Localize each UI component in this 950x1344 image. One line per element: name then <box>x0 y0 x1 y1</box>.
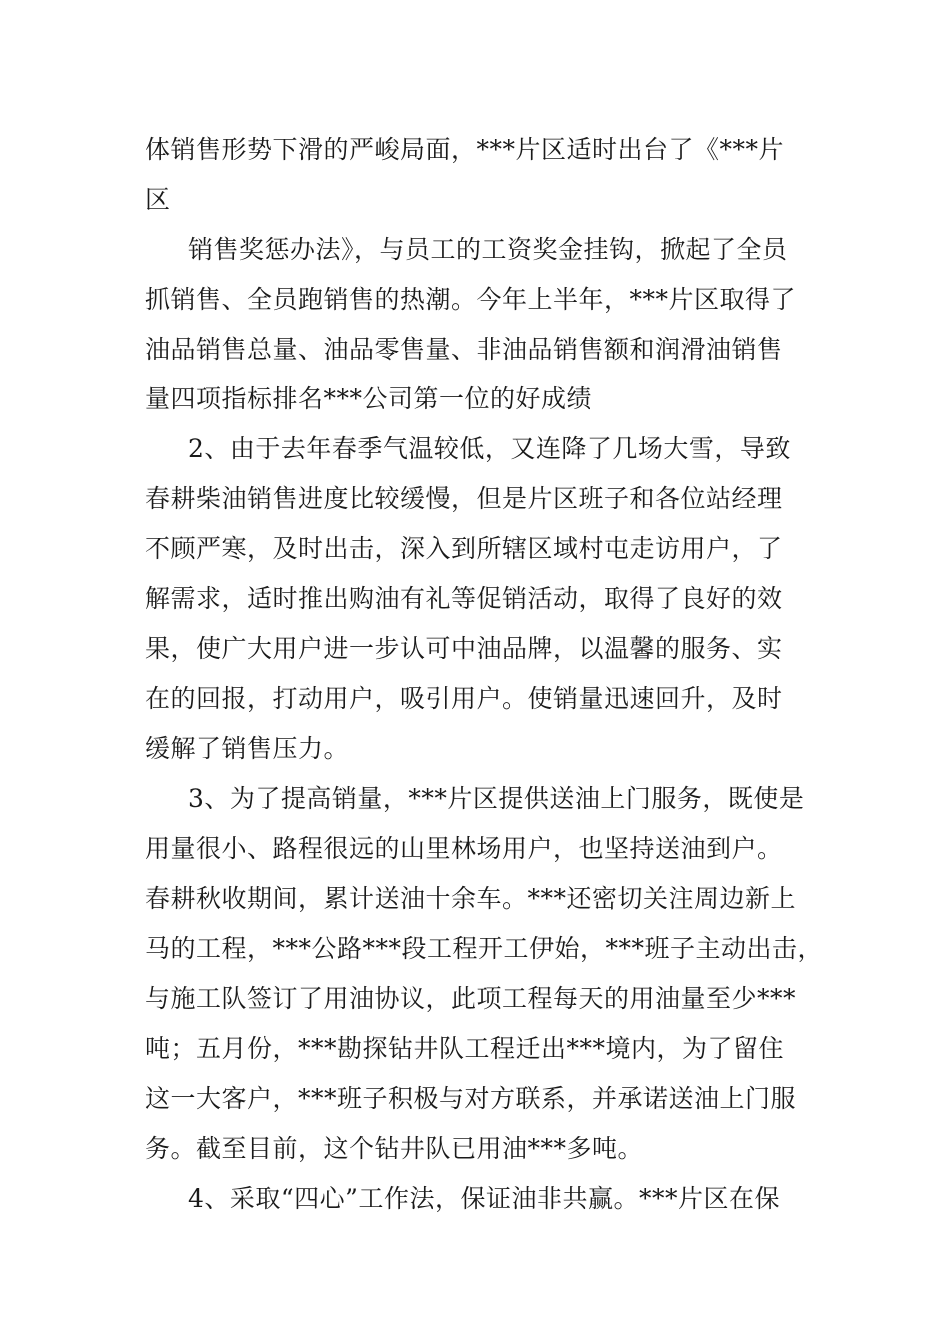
text-line: 2、由于去年春季气温较低，又连降了几场大雪，导致 <box>188 434 791 463</box>
text-line: 春耕秋收期间，累计送油十余车。***还密切关注周边新上 <box>145 884 797 913</box>
text-line: 3、为了提高销量，***片区提供送油上门服务，既使是 <box>188 784 805 813</box>
text-line: 用量很小、路程很远的山里林场用户，也坚持送油到户。 <box>145 834 783 863</box>
text-line: 油品销售总量、油品零售量、非油品销售额和润滑油销售 <box>145 335 783 364</box>
text-line: 在的回报，打动用户，吸引用户。使销量迅速回升，及时 <box>145 684 783 713</box>
text-line: 与施工队签订了用油协议，此项工程每天的用油量至少*** <box>145 984 797 1013</box>
text-line: 抓销售、全员跑销售的热潮。今年上半年，***片区取得了 <box>145 285 797 314</box>
text-line: 不顾严寒，及时出击，深入到所辖区域村屯走访用户，了 <box>145 534 783 563</box>
text-line: 这一大客户，***班子积极与对方联系，并承诺送油上门服 <box>145 1084 797 1113</box>
text-line: 体销售形势下滑的严峻局面，***片区适时出台了《***片 <box>145 135 785 164</box>
text-line: 果，使广大用户进一步认可中油品牌，以温馨的服务、实 <box>145 634 783 663</box>
text-line: 解需求，适时推出购油有礼等促销活动，取得了良好的效 <box>145 584 783 613</box>
text-line: 春耕柴油销售进度比较缓慢，但是片区班子和各位站经理 <box>145 484 783 513</box>
text-line: 吨；五月份，***勘探钻井队工程迁出***境内，为了留住 <box>145 1034 785 1063</box>
text-line: 缓解了销售压力。 <box>145 734 350 763</box>
text-line: 4、采取“四心”工作法，保证油非共赢。***片区在保 <box>188 1184 780 1213</box>
text-line: 务。截至目前，这个钻井队已用油***多吨。 <box>145 1134 644 1163</box>
text-line: 区 <box>145 185 171 214</box>
text-line: 销售奖惩办法》，与员工的工资奖金挂钩，掀起了全员 <box>188 235 788 264</box>
text-line: 量四项指标排名***公司第一位的好成绩 <box>145 384 593 413</box>
text-line: 马的工程，***公路***段工程开工伊始，***班子主动出击， <box>145 934 824 963</box>
